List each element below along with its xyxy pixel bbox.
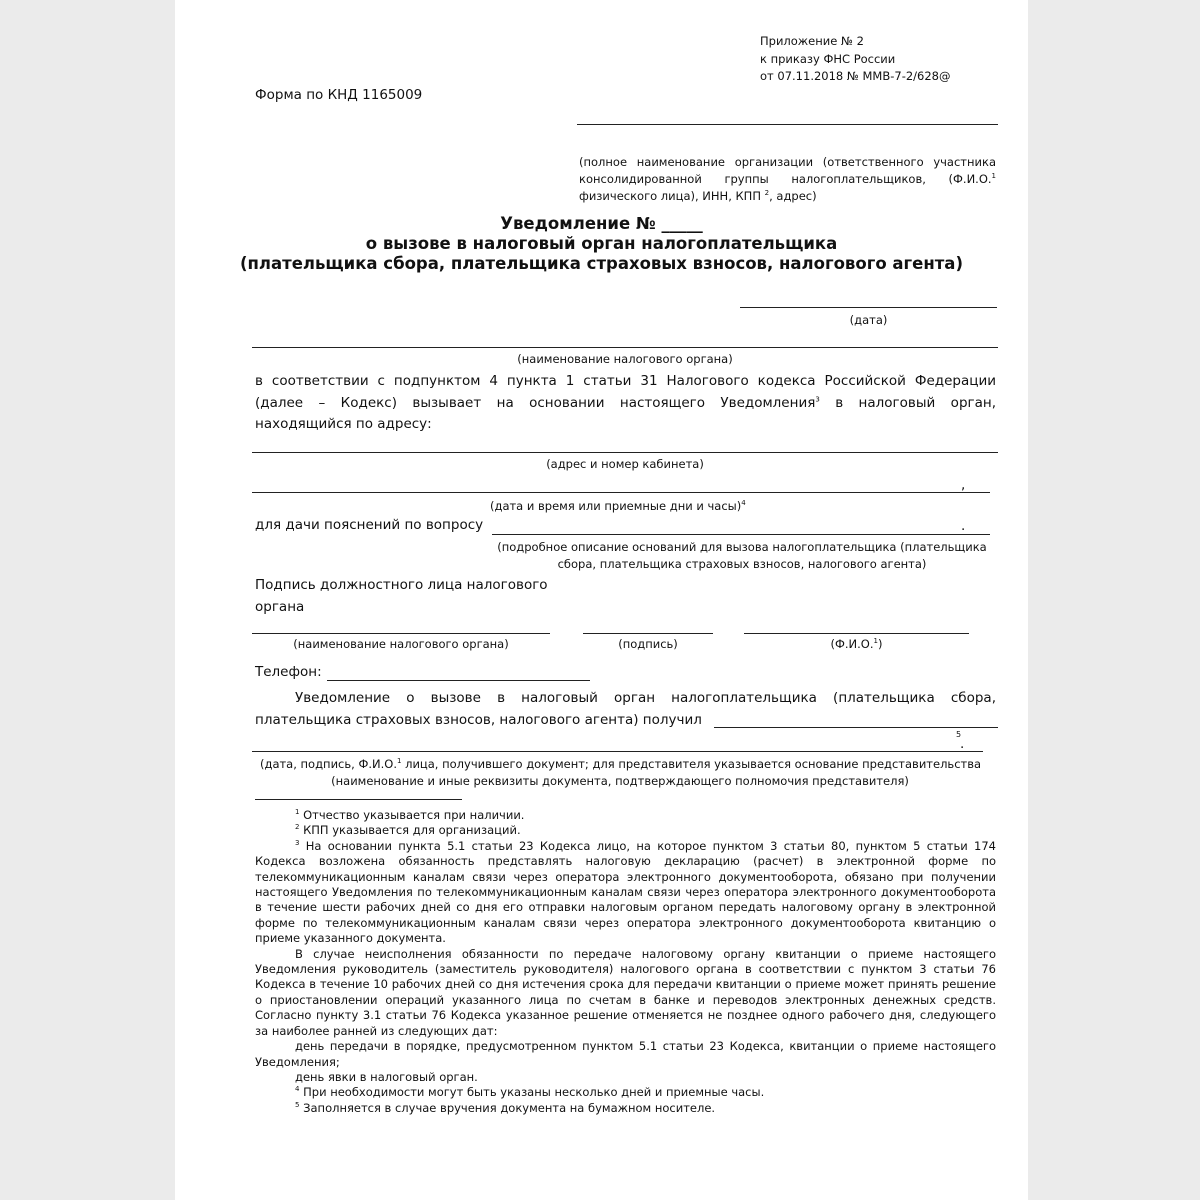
receiver-caption-line-2: (наименование и иные реквизиты документа, подтверждающего полномочия представителя)	[331, 774, 909, 788]
form-code: Форма по КНД 1165009	[255, 87, 423, 103]
receiver-line-2[interactable]	[252, 751, 983, 752]
footnote-4	[255, 1085, 996, 1100]
footnote-3-para-4: день явки в налоговый орган.	[295, 1069, 478, 1084]
footnote-ref-4: 4	[741, 499, 746, 508]
receiver-caption-text-b: лица, получившего документ; для представителя указывается основание представительства	[401, 757, 982, 771]
reason-caption	[497, 539, 987, 573]
reason-line[interactable]	[492, 534, 990, 535]
reason-label: для дачи пояснений по вопросу	[255, 517, 484, 533]
footnote-3	[255, 839, 996, 947]
org-caption-line-2-text: консолидированной группы налогоплательщиков, (Ф.И.О.	[579, 172, 992, 186]
receiver-line-1[interactable]	[714, 727, 998, 728]
datetime-caption-text: (дата и время или приемные дни и часы)	[490, 499, 742, 513]
org-caption-line-3	[579, 188, 996, 205]
footnote-ref-1b: 1	[873, 637, 878, 646]
datetime-caption	[490, 499, 746, 513]
footnote-2-mark: 2	[295, 823, 300, 832]
footnote-ref-1: 1	[991, 172, 996, 181]
body-line-2	[255, 393, 996, 415]
footnote-separator	[255, 799, 462, 800]
phone-label: Телефон:	[255, 664, 322, 680]
footnote-ref-5: 5	[956, 730, 962, 739]
datetime-line[interactable]	[252, 492, 990, 493]
footnote-3-text: На основании пункта 5.1 статьи 23 Кодекса лицо, на которое пунктом 3 статьи 80, пунктом 5 статьи 174 Кодекса возложена обязанность представлять налоговую декларацию (расчет) в электронной форме по телекоммуникационным каналам связи через оператора электронного документооборота, обязано при получении настоящего Уведомления по телекоммуникационным каналам связи через оператора электронного документооборота в течение шести рабочих дней со дня его отправки налоговым органом передать налоговому органу в электронной форме по телекоммуникационным каналам связи через оператора электронного документооборота квитанцию о приеме указанного документа.	[255, 838, 996, 946]
reason-period: .	[961, 518, 966, 534]
received-line-2: плательщика страховых взносов, налогового агента) получил	[255, 711, 702, 728]
footnote-2	[255, 823, 996, 838]
appendix-block	[760, 33, 951, 86]
org-caption-line-2	[579, 171, 996, 188]
phone-line[interactable]	[327, 680, 590, 681]
signature-label-line-1: Подпись должностного лица налогового	[255, 577, 548, 593]
footnote-ref-2: 2	[764, 189, 770, 198]
footnote-5	[255, 1101, 996, 1116]
footnote-ref-3: 3	[815, 395, 820, 403]
footnote-3-para-2: В случае неисполнения обязанности по передаче налоговому органу квитанции о приеме настоящего Уведомления руководитель (заместитель руководителя) налогового органа в соответствии с пунктом 3 статьи 76 Кодекса в течение 10 рабочих дней со дня истечения срока для передачи квитанции о приеме может принять решение о приостановлении операций указанного лица по счетам в банке и переводов электронных денежных средств. Согласно пункту 3.1 статьи 76 Кодекса указанное решение отменяется не позднее одного рабочего дня, следующего за наиболее ранней из следующих дат:	[255, 946, 996, 1038]
date-line[interactable]	[740, 307, 997, 308]
signature-label	[255, 575, 548, 618]
sig-signature-line[interactable]	[583, 633, 713, 634]
title-line-3: (плательщика сбора, плательщика страховых взносов, налогового агента)	[239, 254, 963, 273]
received-line-1: Уведомление о вызове в налоговый орган налогоплательщика (плательщика сбора,	[295, 690, 996, 706]
address-line[interactable]	[252, 452, 998, 453]
reason-caption-line-2: сбора, плательщика страховых взносов, налогового агента)	[557, 557, 927, 571]
sig-authority-line[interactable]	[252, 633, 550, 634]
title-line-2: о вызове в налоговый орган налогоплательщика	[365, 234, 838, 253]
footnote-4-text: При необходимости могут быть указаны несколько дней и приемные часы.	[299, 1085, 765, 1100]
footnote-3-para-3: день передачи в порядке, предусмотренном пунктом 5.1 статьи 23 Кодекса, квитанции о приеме настоящего Уведомления;	[255, 1039, 996, 1069]
appendix-line-1: Приложение № 2	[760, 34, 864, 48]
footnote-1	[255, 808, 996, 823]
sig-fio-caption-text: (Ф.И.О.	[830, 637, 874, 651]
title-line-1: Уведомление № _____	[500, 214, 703, 233]
tax-authority-line[interactable]	[252, 347, 998, 348]
sig-authority-caption: (наименование налогового органа)	[293, 637, 509, 651]
date-caption: (дата)	[849, 313, 888, 327]
tax-authority-caption: (наименование налогового органа)	[517, 352, 733, 366]
body-line-1: в соответствии с подпунктом 4 пункта 1 статьи 31 Налогового кодекса Российской Федерации	[255, 373, 996, 389]
body-line-3: находящийся по адресу:	[255, 416, 432, 432]
received-paragraph	[255, 688, 996, 731]
sig-fio-caption-end: )	[877, 637, 883, 651]
org-caption-line-3-end: , адрес)	[769, 189, 817, 203]
body-line-2-text: (далее – Кодекс) вызывает на основании настоящего Уведомления	[255, 394, 816, 411]
appendix-line-2: к приказу ФНС России	[760, 51, 896, 66]
footnote-ref-1c: 1	[396, 757, 402, 766]
receiver-period: .	[960, 736, 965, 752]
datetime-comma: ,	[961, 477, 966, 493]
sig-fio-caption	[744, 637, 969, 651]
appendix-line-3: от 07.11.2018 № ММВ-7-2/628@	[760, 69, 951, 83]
document-page	[175, 0, 1028, 1200]
document-title	[175, 214, 1028, 274]
org-caption-line-3-text: физического лица), ИНН, КПП	[579, 189, 761, 203]
address-caption: (адрес и номер кабинета)	[546, 457, 704, 471]
footnote-2-text: КПП указывается для организаций.	[299, 823, 521, 838]
receiver-caption-text-a: (дата, подпись, Ф.И.О.	[260, 757, 397, 771]
sig-fio-line[interactable]	[744, 633, 969, 634]
signature-label-line-2: органа	[255, 598, 305, 615]
footnote-1-mark: 1	[295, 808, 300, 817]
receiver-caption-line-1	[260, 756, 980, 773]
footnote-3-mark: 3	[295, 838, 300, 847]
footnote-4-mark: 4	[295, 1085, 300, 1094]
footnote-1-text: Отчество указывается при наличии.	[299, 808, 525, 822]
sig-signature-caption: (подпись)	[618, 637, 678, 651]
footnotes	[255, 808, 996, 1116]
org-caption	[579, 154, 996, 205]
body-line-2-end: в налоговый орган,	[819, 394, 996, 411]
reason-caption-line-1: (подробное описание оснований для вызова налогоплательщика (плательщика	[497, 540, 987, 554]
org-name-line[interactable]	[577, 124, 998, 125]
receiver-caption	[260, 756, 980, 790]
org-caption-line-1: (полное наименование организации (ответственного участника	[579, 155, 996, 169]
footnote-5-mark: 5	[295, 1100, 300, 1109]
body-paragraph	[255, 371, 996, 436]
footnote-5-text: Заполняется в случае вручения документа на бумажном носителе.	[299, 1100, 716, 1115]
